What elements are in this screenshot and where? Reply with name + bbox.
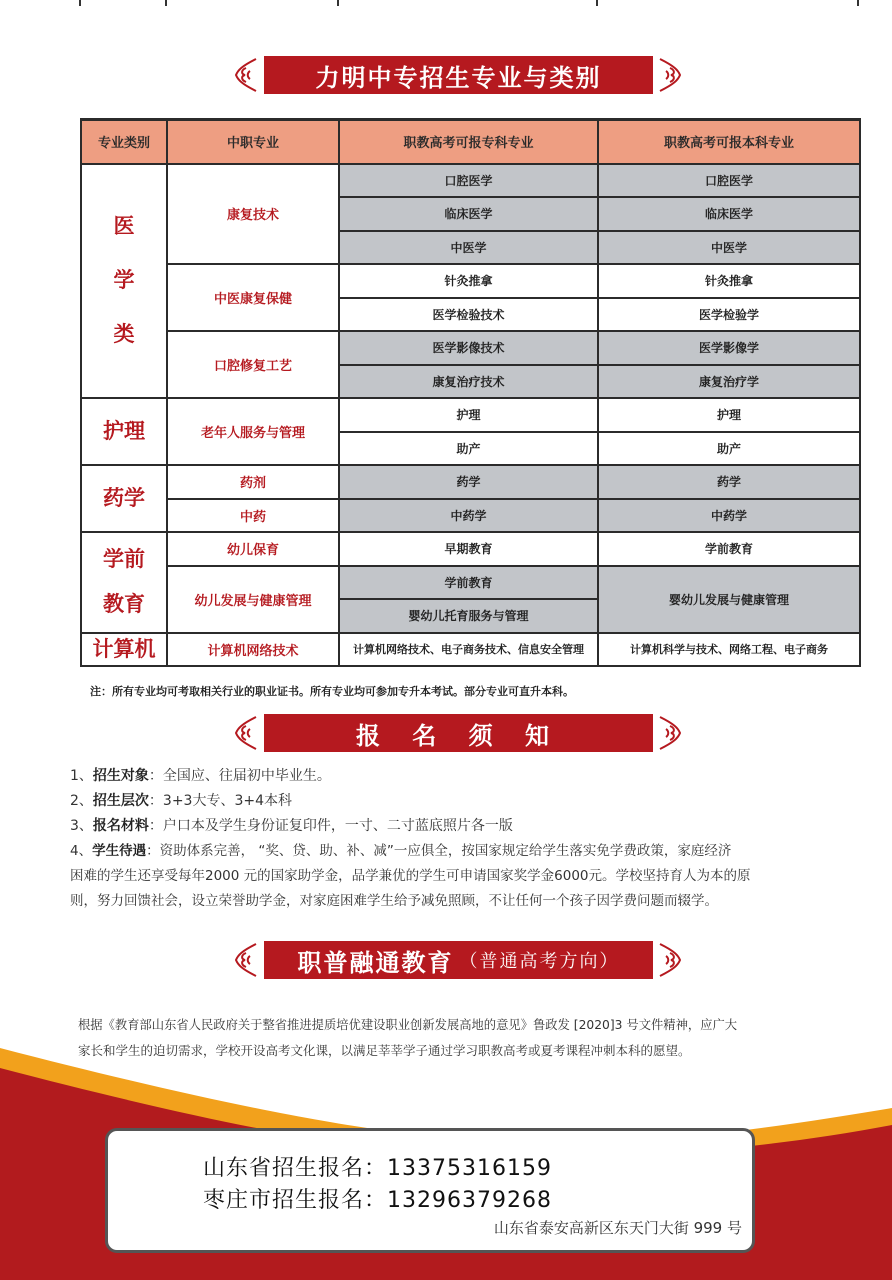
bachelor-cell: 计算机科学与技术、网络工程、电子商务 — [598, 633, 860, 667]
header-category: 专业类别 — [81, 120, 167, 164]
contact-card — [105, 1128, 755, 1253]
category-preschool: 学前 教育 — [81, 532, 167, 633]
ornament-left-icon — [232, 714, 260, 752]
city-phone[interactable]: 13296379268 — [387, 1188, 552, 1213]
associate-cell: 早期教育 — [339, 532, 598, 566]
table-row — [81, 398, 860, 432]
bachelor-cell: 医学影像学 — [598, 331, 860, 365]
associate-cell: 学前教育 — [339, 566, 598, 600]
major-cell: 口腔修复工艺 — [167, 331, 339, 398]
major-cell: 中医康复保健 — [167, 264, 339, 331]
province-hotline: 山东省招生报名：13375316159 — [203, 1156, 552, 1181]
policy-line: 根据《教育部山东省人民政府关于整省推进提质培优建设职业创新发展高地的意见》鲁政发 [2020]3 号文件精神，应广大 — [78, 1018, 738, 1032]
table-header-row — [81, 120, 860, 164]
associate-cell: 针灸推拿 — [339, 264, 598, 298]
ornament-right-icon — [656, 56, 684, 94]
bachelor-cell: 临床医学 — [598, 197, 860, 231]
table-row — [81, 499, 860, 533]
bachelor-cell: 中医学 — [598, 231, 860, 265]
table-row — [81, 164, 860, 198]
table-row — [81, 566, 860, 600]
section-banner-notice — [0, 708, 892, 758]
header-bachelor-major: 职教高考可报本科专业 — [598, 120, 860, 164]
table-row — [81, 532, 860, 566]
associate-cell: 护理 — [339, 398, 598, 432]
major-cell: 老年人服务与管理 — [167, 398, 339, 465]
majors-table — [80, 118, 861, 667]
associate-cell: 婴幼儿托育服务与管理 — [339, 599, 598, 633]
notice-item-continued: 则，努力回馈社会，设立荣誉助学金，对家庭困难学生给予减免照顾，不让任何一个孩子因学费问题而辍学。 — [70, 893, 718, 909]
bachelor-cell: 中药学 — [598, 499, 860, 533]
category-pharmacy: 药学 — [81, 465, 167, 532]
category-nursing: 护理 — [81, 398, 167, 465]
associate-cell: 计算机网络技术、电子商务技术、信息安全管理 — [339, 633, 598, 667]
associate-cell: 助产 — [339, 432, 598, 466]
bachelor-cell: 助产 — [598, 432, 860, 466]
header-secondary-major: 中职专业 — [167, 120, 339, 164]
province-phone[interactable]: 13375316159 — [387, 1156, 552, 1181]
city-hotline: 枣庄市招生报名：13296379268 — [203, 1188, 552, 1213]
associate-cell: 临床医学 — [339, 197, 598, 231]
top-table-edge — [0, 0, 892, 8]
bachelor-cell: 药学 — [598, 465, 860, 499]
bachelor-cell: 医学检验学 — [598, 298, 860, 332]
associate-cell: 医学影像技术 — [339, 331, 598, 365]
major-cell: 康复技术 — [167, 164, 339, 265]
notice-item-continued: 困难的学生还享受每年2000 元的国家助学金，品学兼优的学生可申请国家奖学金6000元。学校坚持育人为本的原 — [70, 868, 751, 884]
ornament-right-icon — [656, 714, 684, 752]
header-associate-major: 职教高考可报专科专业 — [339, 120, 598, 164]
notice-item: 1、招生对象：全国应、往届初中毕业生。 — [70, 768, 331, 784]
major-cell: 计算机网络技术 — [167, 633, 339, 667]
table-row — [81, 264, 860, 298]
ornament-left-icon — [232, 56, 260, 94]
bachelor-cell: 婴幼儿发展与健康管理 — [598, 566, 860, 633]
enrollment-notice — [70, 764, 860, 914]
policy-line: 家长和学生的迫切需求，学校开设高考文化课，以满足莘莘学子通过学习职教高考或夏考课程冲刺本科的愿望。 — [78, 1043, 691, 1058]
table-note: 注：所有专业均可考取相关行业的职业证书。所有专业均可参加专升本考试。部分专业可直升本科。 — [90, 685, 574, 698]
section-title: 报 名 须 知 — [264, 714, 653, 752]
bachelor-cell: 针灸推拿 — [598, 264, 860, 298]
category-computer: 计算机 — [81, 633, 167, 667]
associate-cell: 中医学 — [339, 231, 598, 265]
bachelor-cell: 口腔医学 — [598, 164, 860, 198]
table-row — [81, 331, 860, 365]
ornament-left-icon — [232, 941, 260, 979]
section-banner-majors — [0, 50, 892, 100]
major-cell: 幼儿发展与健康管理 — [167, 566, 339, 633]
associate-cell: 康复治疗技术 — [339, 365, 598, 399]
major-cell: 中药 — [167, 499, 339, 533]
notice-item: 3、报名材料：户口本及学生身份证复印件，一寸、二寸蓝底照片各一版 — [70, 818, 513, 834]
associate-cell: 医学检验技术 — [339, 298, 598, 332]
section-banner-general-education — [0, 935, 892, 985]
major-cell: 药剂 — [167, 465, 339, 499]
section-title: 力明中专招生专业与类别 — [264, 56, 653, 94]
table-row — [81, 633, 860, 667]
ornament-right-icon — [656, 941, 684, 979]
bachelor-cell: 学前教育 — [598, 532, 860, 566]
major-cell: 幼儿保育 — [167, 532, 339, 566]
bachelor-cell: 康复治疗学 — [598, 365, 860, 399]
school-address: 山东省泰安高新区东天门大街 999 号 — [493, 1219, 742, 1237]
table-row — [81, 465, 860, 499]
bachelor-cell: 护理 — [598, 398, 860, 432]
section-title: 职普融通教育 （普通高考方向） — [264, 941, 653, 979]
associate-cell: 中药学 — [339, 499, 598, 533]
category-medicine: 医 学 类 — [81, 164, 167, 399]
notice-item: 4、学生待遇：资助体系完善， “奖、贷、助、补、减”一应俱全，按国家规定给学生落实免学费政策，家庭经济 — [70, 843, 732, 859]
notice-item: 2、招生层次：3+3大专、3+4本科 — [70, 793, 293, 809]
associate-cell: 口腔医学 — [339, 164, 598, 198]
associate-cell: 药学 — [339, 465, 598, 499]
